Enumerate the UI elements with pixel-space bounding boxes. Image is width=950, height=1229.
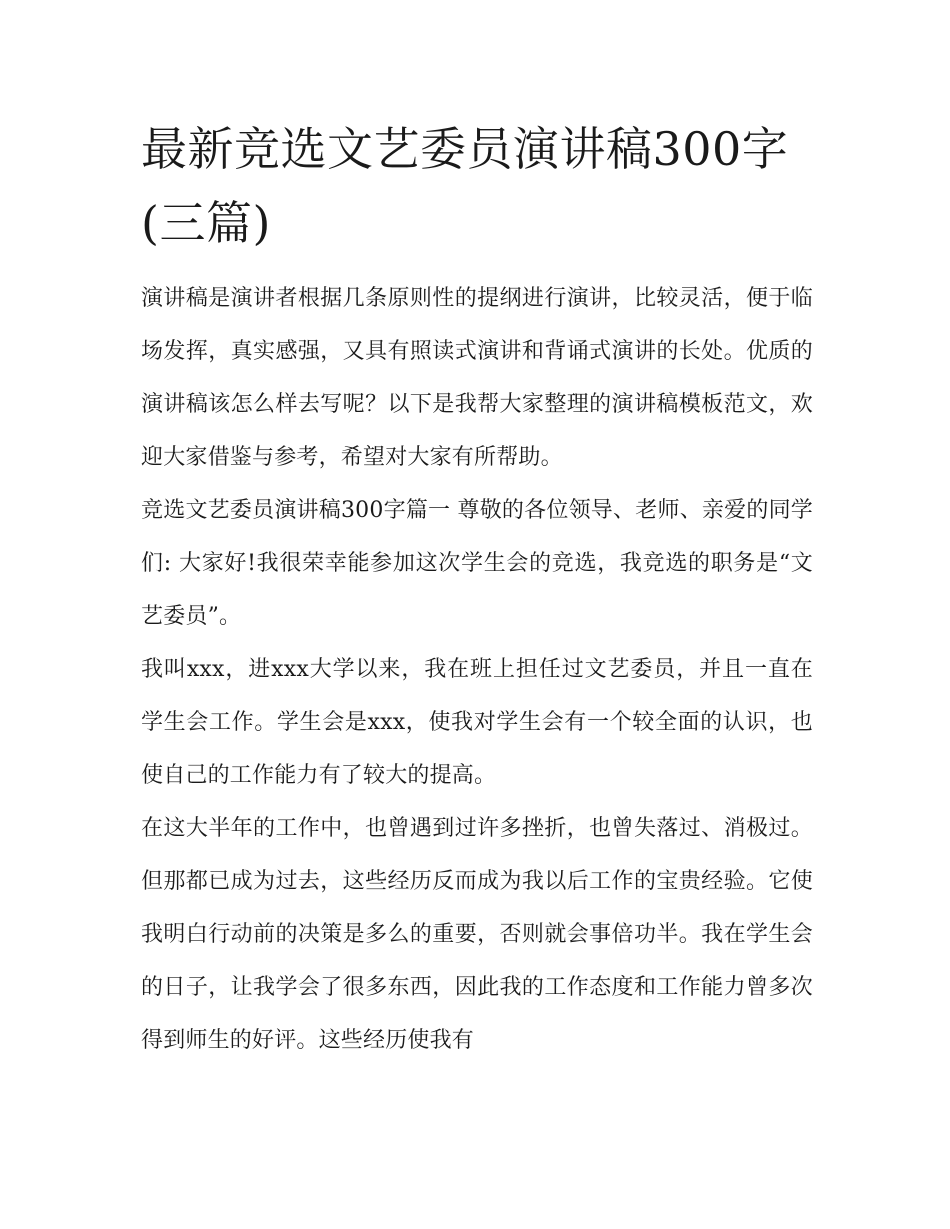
paragraph-intro: 演讲稿是演讲者根据几条原则性的提纲进行演讲，比较灵活，便于临场发挥，真实感强，又具有照读式演讲和背诵式演讲的长处。优质的演讲稿该怎么样去写呢？以下是我帮大家整理的演讲稿模板范文，欢迎大家借鉴与参考，希望对大家有所帮助。 <box>141 286 813 470</box>
paragraph-speech-opening: 竞选文艺委员演讲稿300字篇一 尊敬的各位领导、老师、亲爱的同学们: 大家好!我很荣幸能参加这次学生会的竞选，我竞选的职务是“文艺委员”。 <box>141 498 813 629</box>
document-title: 最新竞选文艺委员演讲稿300字(三篇) <box>141 122 789 250</box>
document-body <box>141 112 813 1067</box>
paragraph-experience: 在这大半年的工作中，也曾遇到过许多挫折，也曾失落过、消极过。但那都已成为过去，这些经历反而成为我以后工作的宝贵经验。它使我明白行动前的决策是多么的重要，否则就会事倍功半。我在学生会的日子，让我学会了很多东西，因此我的工作态度和工作能力曾多次得到师生的好评。这些经历使我有 <box>141 816 813 1053</box>
paragraph-self-introduction: 我叫xxx，进xxx大学以来，我在班上担任过文艺委员，并且一直在学生会工作。学生会是xxx，使我对学生会有一个较全面的认识，也使自己的工作能力有了较大的提高。 <box>141 657 813 788</box>
